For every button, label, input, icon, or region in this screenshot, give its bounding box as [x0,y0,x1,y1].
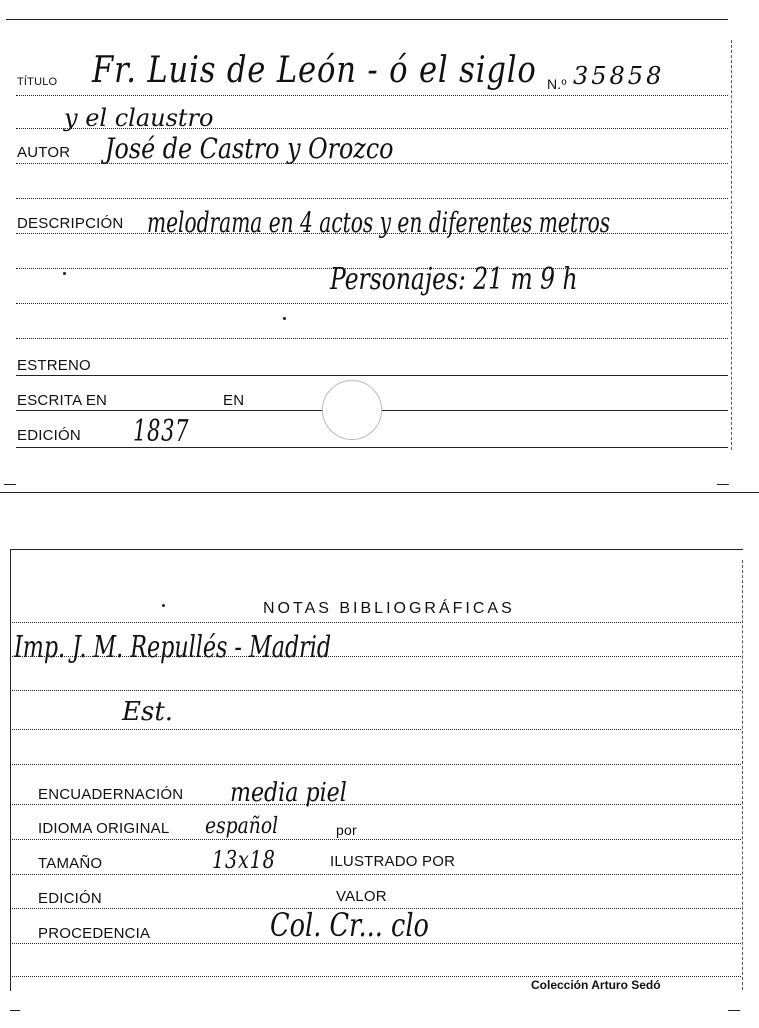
card-top-border [6,19,728,20]
notas-line [12,622,741,623]
personajes-line [16,303,728,304]
notas-line2-value: Est. [122,697,174,727]
speck [162,604,165,607]
en-label: EN [223,392,245,409]
autor-line [16,163,728,164]
encuadernacion-line [12,804,741,805]
encuadernacion-label: ENCUADERNACIÓN [38,786,184,803]
procedencia-label: PROCEDENCIA [38,925,151,942]
encuadernacion-value: media piel [230,778,347,808]
edicion-label: EDICIÓN [17,427,81,444]
card-bottom-right-edge [742,560,743,990]
autor-value: José de Castro y Orozco [105,132,394,165]
tamano-line [12,874,741,875]
blank-line-1 [16,198,728,199]
ilustrado-label: ILUSTRADO POR [330,853,456,870]
tamano-value: 13x18 [212,846,276,874]
coleccion-footer: Colección Arturo Sedó [531,978,661,992]
notas-line [12,656,741,657]
card-bottom-tick [10,1010,20,1011]
titulo-line-2 [16,128,728,129]
titulo-line [16,95,728,96]
blank-line-3 [16,338,728,339]
titulo-value-cont: y el claustro [64,104,214,132]
valor-label: VALOR [336,888,387,905]
idioma-label: IDIOMA ORIGINAL [38,820,170,837]
procedencia-line [12,943,741,944]
notas-line [12,690,741,691]
tamano-label: TAMAÑO [38,855,103,872]
card-top-right-edge [731,40,732,450]
speck [283,317,286,320]
notas-heading: NOTAS BIBLIOGRÁFICAS [263,600,515,617]
numero-label: N.º [547,76,567,92]
edicion-value: 1837 [133,414,190,449]
titulo-label: TÍTULO [17,76,58,88]
idioma-line [12,839,741,840]
descripcion-label: DESCRIPCIÓN [17,215,124,232]
edicion2-label: EDICIÓN [38,890,102,907]
card-bottom-border [10,549,743,550]
numero-value: 35858 [573,62,665,90]
estreno-label: ESTRENO [17,357,91,374]
punch-hole [322,380,382,440]
speck [63,272,66,275]
titulo-value: Fr. Luis de León - ó el siglo [92,50,537,91]
personajes-value: Personajes: 21 m 9 h [330,262,578,297]
descripcion-value: melodrama en 4 actos y en diferentes metros [147,206,611,239]
por-label: por [336,822,357,838]
descripcion-line [16,233,728,234]
edicion-line [16,447,728,448]
card-separator [0,492,759,493]
card-top-tick [4,484,16,485]
estreno-line [16,375,728,376]
notas-line1-value: Imp. J. M. Repullés - Madrid [14,630,332,665]
blank-line [12,976,741,977]
escrita-en-label: ESCRITA EN [17,392,108,409]
card-top-tick [717,484,729,485]
card-bottom-left-edge [10,549,11,991]
card-bottom-tick [728,1010,740,1011]
notas-line [12,764,741,765]
procedencia-value: Col. Cr... clo [270,906,429,944]
notas-line [12,729,741,730]
autor-label: AUTOR [17,144,71,161]
idioma-value: español [205,814,279,839]
